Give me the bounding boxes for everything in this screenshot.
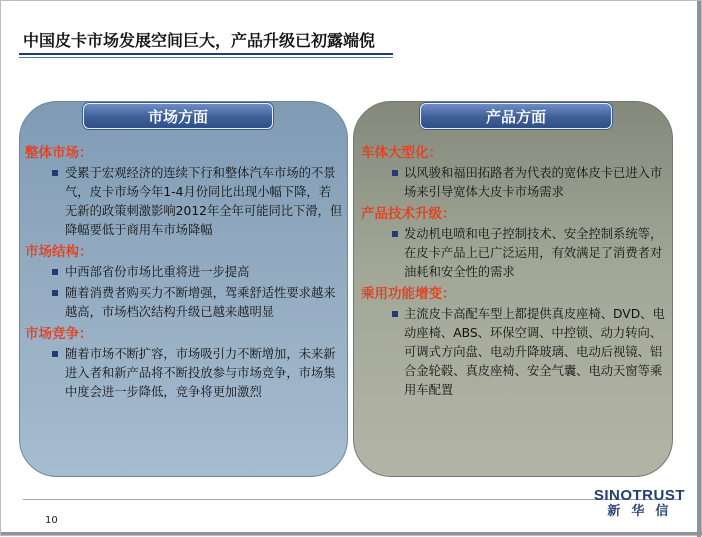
- section-title-tech-upgrade: 产品技术升级：: [361, 206, 456, 222]
- square-bullet-icon: [392, 170, 398, 176]
- product-panel-content: [361, 143, 667, 402]
- market-panel-header: 市场方面: [83, 103, 273, 129]
- list-item: [25, 345, 343, 402]
- section-title-overall-market: 整体市场：: [25, 145, 93, 161]
- square-bullet-icon: [52, 351, 58, 357]
- slide-shadow-right: [697, 1, 701, 537]
- page-number: 10: [45, 515, 58, 526]
- square-bullet-icon: [52, 269, 58, 275]
- section-title-passenger-features: 乘用功能增变：: [361, 286, 456, 302]
- list-item: [361, 305, 667, 400]
- list-item: [25, 263, 343, 282]
- logo-text-en: SINOTRUST: [593, 487, 685, 504]
- square-bullet-icon: [52, 170, 58, 176]
- title-underline-thin: [19, 57, 393, 58]
- footer-divider: [23, 499, 681, 500]
- square-bullet-icon: [52, 290, 58, 296]
- product-panel-header: 产品方面: [420, 103, 612, 129]
- slide-shadow-bottom: [1, 532, 702, 535]
- list-item-text: 主流皮卡高配车型上都提供真皮座椅、DVD、电动座椅、ABS、环保空调、中控锁、动力转向、可调式方向盘、电动升降玻璃、电动后视镜、铝合金轮毂、真皮座椅、安全气囊、电动天窗等乘用车配置: [404, 307, 665, 397]
- list-item-text: 中西部省份市场比重将进一步提高: [65, 265, 250, 279]
- slide-title: 中国皮卡市场发展空间巨大，产品升级已初露端倪: [23, 31, 376, 50]
- section-title-market-competition: 市场竞争：: [25, 326, 93, 342]
- title-underline: [19, 53, 393, 55]
- square-bullet-icon: [392, 311, 398, 317]
- list-item: [25, 164, 343, 240]
- list-item-text: 以风骏和福田拓路者为代表的宽体皮卡已进入市场来引导宽体大皮卡市场需求: [404, 166, 663, 199]
- list-item-text: 受累于宏观经济的连续下行和整体汽车市场的不景气，皮卡市场今年1-4月份同比出现小幅下降，若无新的政策刺激影响2012年全年可能同比下滑，但降幅要低于商用车市场降幅: [65, 166, 343, 237]
- list-item-text: 随着市场不断扩容，市场吸引力不断增加，未来新进入者和新产品将不断投放参与市场竞争，市场集中度会进一步降低，竞争将更加激烈: [65, 347, 336, 399]
- list-item-text: 发动机电喷和电子控制技术、安全控制系统等，在皮卡产品上已广泛运用，有效满足了消费者对油耗和安全性的需求: [404, 227, 663, 279]
- list-item-text: 随着消费者购买力不断增强，驾乘舒适性要求越来越高，市场档次结构升级已越来越明显: [65, 286, 336, 319]
- list-item: [361, 164, 667, 202]
- square-bullet-icon: [392, 231, 398, 237]
- logo-text-cn: 新华信: [607, 504, 680, 519]
- list-item: [361, 225, 667, 282]
- section-title-market-structure: 市场结构：: [25, 244, 93, 260]
- list-item: [25, 284, 343, 322]
- sinotrust-logo: [594, 487, 685, 520]
- section-title-larger-body: 车体大型化：: [361, 145, 442, 161]
- market-panel-content: [25, 143, 343, 404]
